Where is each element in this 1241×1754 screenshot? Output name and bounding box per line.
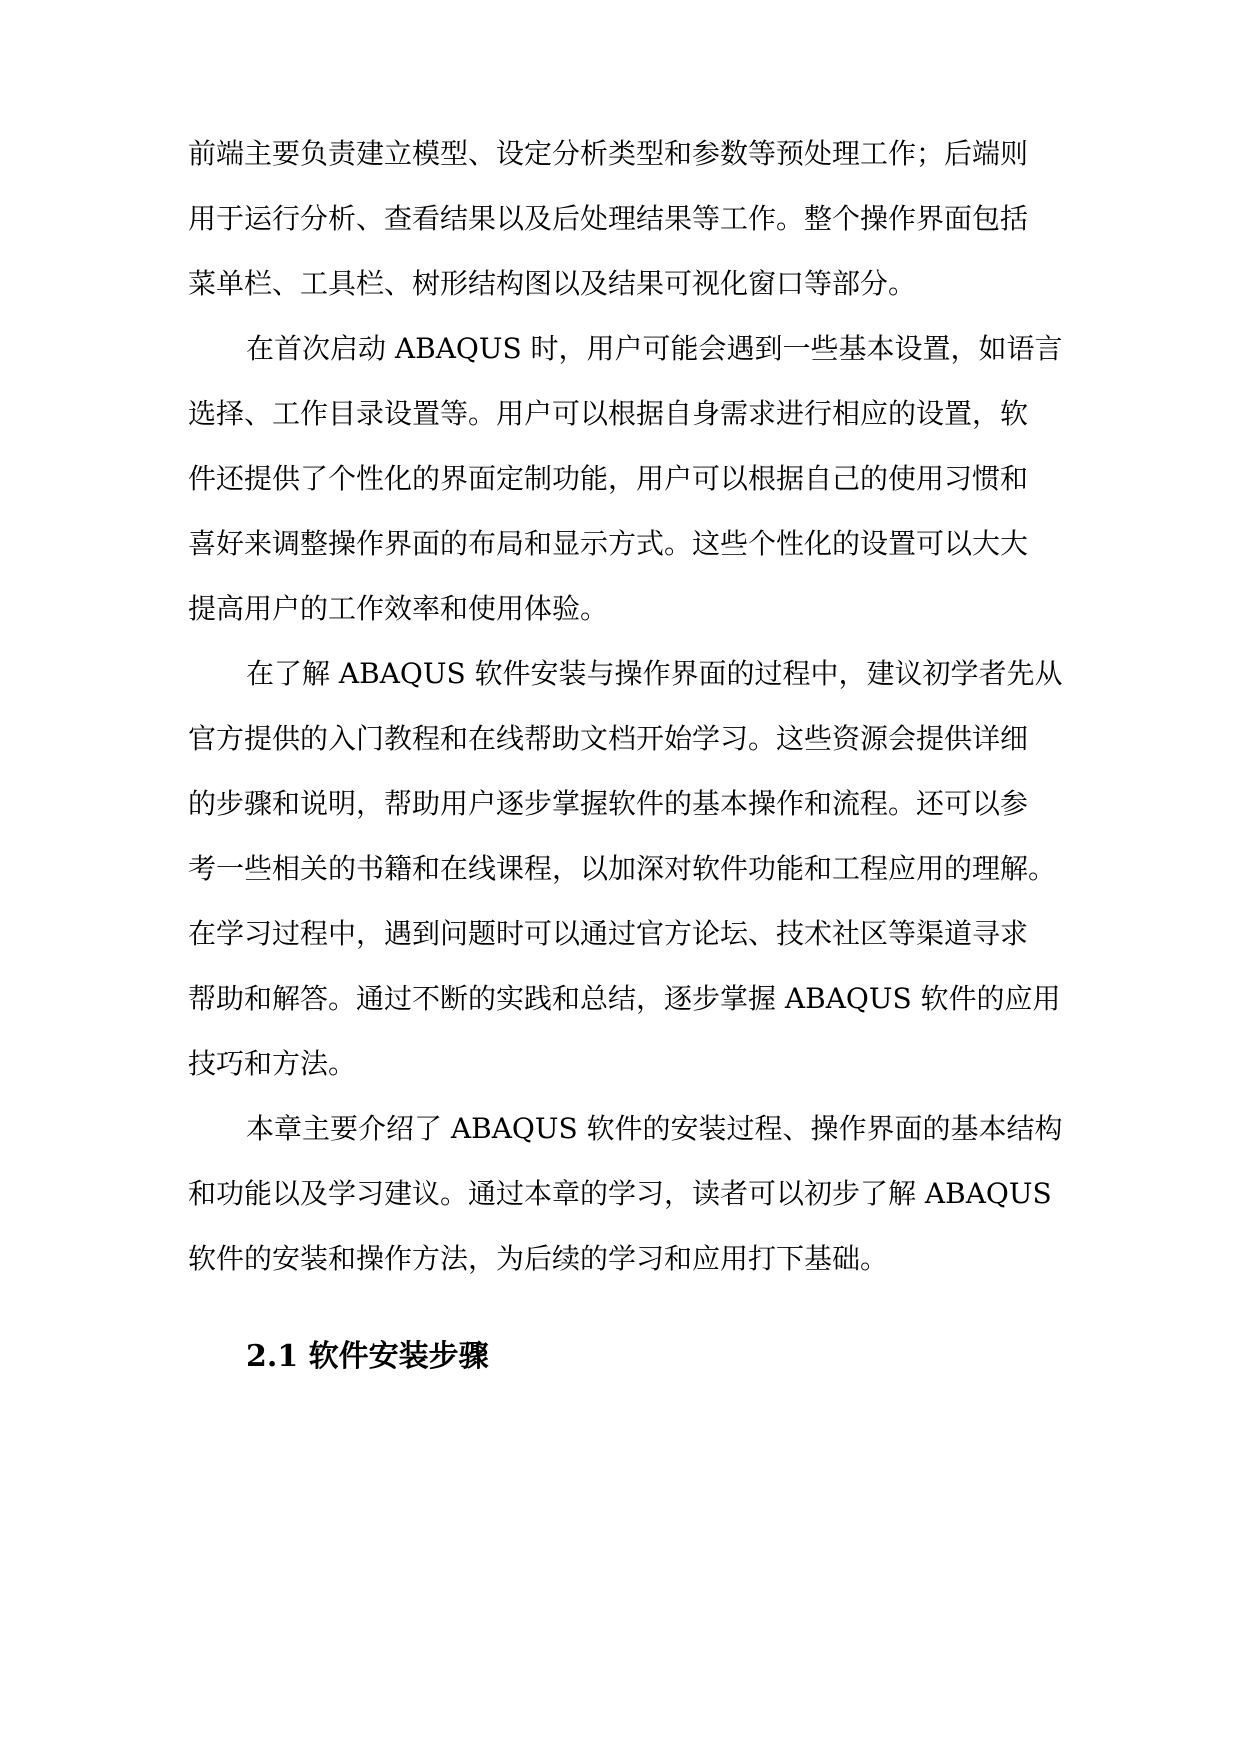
- paragraph-3-line-6: 帮助和解答。通过不断的实践和总结，逐步掌握 ABAQUS 软件的应用: [188, 982, 1061, 1015]
- paragraph-3-line-3: 的步骤和说明，帮助用户逐步掌握软件的基本操作和流程。还可以参: [188, 787, 1029, 820]
- section-heading: 2.1 软件安装步骤: [246, 1339, 489, 1374]
- paragraph-3-line-4: 考一些相关的书籍和在线课程，以加深对软件功能和工程应用的理解。: [188, 852, 1057, 885]
- paragraph-4-line-2: 和功能以及学习建议。通过本章的学习，读者可以初步了解 ABAQUS: [188, 1177, 1052, 1210]
- paragraph-4-line-3: 软件的安装和操作方法，为后续的学习和应用打下基础。: [188, 1242, 889, 1275]
- paragraph-2-line-1: 在首次启动 ABAQUS 时，用户可能会遇到一些基本设置，如语言: [246, 332, 1063, 365]
- paragraph-1-line-2: 用于运行分析、查看结果以及后处理结果等工作。整个操作界面包括: [188, 202, 1029, 235]
- paragraph-3-line-1: 在了解 ABAQUS 软件安装与操作界面的过程中，建议初学者先从: [246, 657, 1063, 690]
- paragraph-3-line-2: 官方提供的入门教程和在线帮助文档开始学习。这些资源会提供详细: [188, 722, 1029, 755]
- paragraph-2-line-2: 选择、工作目录设置等。用户可以根据自身需求进行相应的设置，软: [188, 397, 1029, 430]
- paragraph-2-line-3: 件还提供了个性化的界面定制功能，用户可以根据自己的使用习惯和: [188, 462, 1029, 495]
- paragraph-2-line-4: 喜好来调整操作界面的布局和显示方式。这些个性化的设置可以大大: [188, 527, 1029, 560]
- paragraph-1-line-1: 前端主要负责建立模型、设定分析类型和参数等预处理工作；后端则: [188, 137, 1029, 170]
- paragraph-3-line-5: 在学习过程中，遇到问题时可以通过官方论坛、技术社区等渠道寻求: [188, 917, 1029, 950]
- paragraph-2-line-5: 提高用户的工作效率和使用体验。: [188, 592, 609, 625]
- paragraph-3-line-7: 技巧和方法。: [188, 1047, 357, 1080]
- paragraph-4-line-1: 本章主要介绍了 ABAQUS 软件的安装过程、操作界面的基本结构: [246, 1112, 1063, 1145]
- paragraph-1-line-3: 菜单栏、工具栏、树形结构图以及结果可视化窗口等部分。: [188, 267, 917, 300]
